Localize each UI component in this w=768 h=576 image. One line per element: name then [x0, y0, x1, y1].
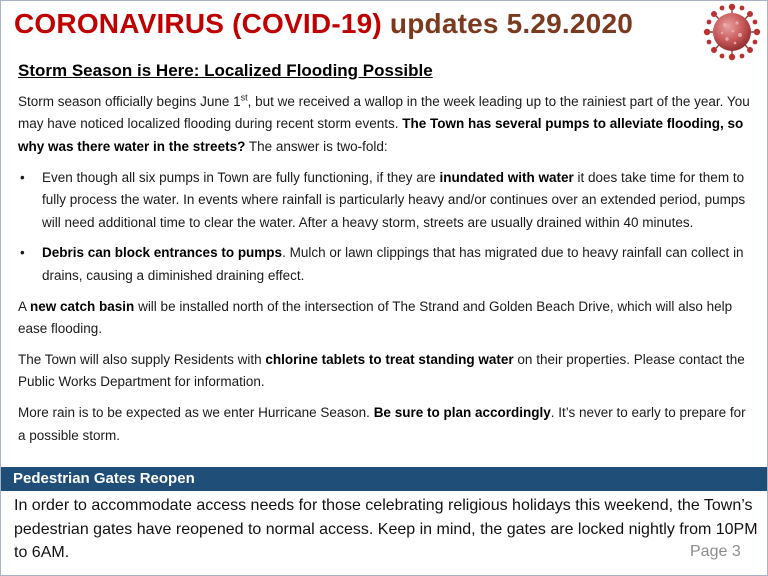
flooding-reasons-list — [18, 167, 753, 288]
coronavirus-icon — [700, 2, 764, 62]
chlorine-paragraph: The Town will also supply Residents with chlorine tablets to treat standing water on their properties. Please contact the Public Works Department for information. — [18, 352, 745, 390]
pedestrian-gates-body: In order to accommodate access needs for those celebrating religious holidays this weekend, the Town’s pedestrian gates have reopened to normal access. Keep in mind, the gates are locked nightly from 10PM to 6AM. — [14, 497, 758, 561]
storm-season-heading: Storm Season is Here: Localized Flooding Possible — [18, 61, 433, 80]
storm-season-body — [18, 91, 753, 456]
bullet-marker: • — [20, 169, 25, 185]
pedestrian-gates-heading: Pedestrian Gates Reopen — [1, 467, 767, 491]
title-covid: CORONAVIRUS (COVID-19) — [14, 8, 382, 39]
hurricane-paragraph: More rain is to be expected as we enter Hurricane Season. Be sure to plan accordingly. It’s never to early to prepare for a possible storm. — [18, 405, 746, 443]
bullet-marker: • — [20, 245, 25, 261]
catch-basin-paragraph: A new catch basin will be installed north of the intersection of The Strand and Golden Beach Drive, which will also help ease flooding. — [18, 298, 733, 337]
list-item: • Debris can block entrances to pumps. Mulch or lawn clippings that has migrated due to heavy rainfall can collect in drains, causing a diminished draining effect. — [18, 242, 753, 287]
list-item: • Even though all six pumps in Town are fully functioning, if they are inundated with water it does take time for them to fully process the water. In events where rainfall is particularly heavy and/or continues over an extended period, pumps will need additional time to clear the water. After a heavy storm, streets are usually drained within 40 minutes. — [18, 167, 753, 234]
title-date: updates 5.29.2020 — [389, 8, 634, 39]
page-number: Page 3 — [690, 543, 741, 560]
page-title — [14, 8, 633, 40]
intro-paragraph: Storm season officially begins June 1st, but we received a wallop in the week leading up to the rainiest part of the year. You may have noticed localized flooding during recent storm events. The Town has several pumps to alleviate flooding, so why was there water in the streets? The answer is two-fold: — [18, 92, 750, 154]
